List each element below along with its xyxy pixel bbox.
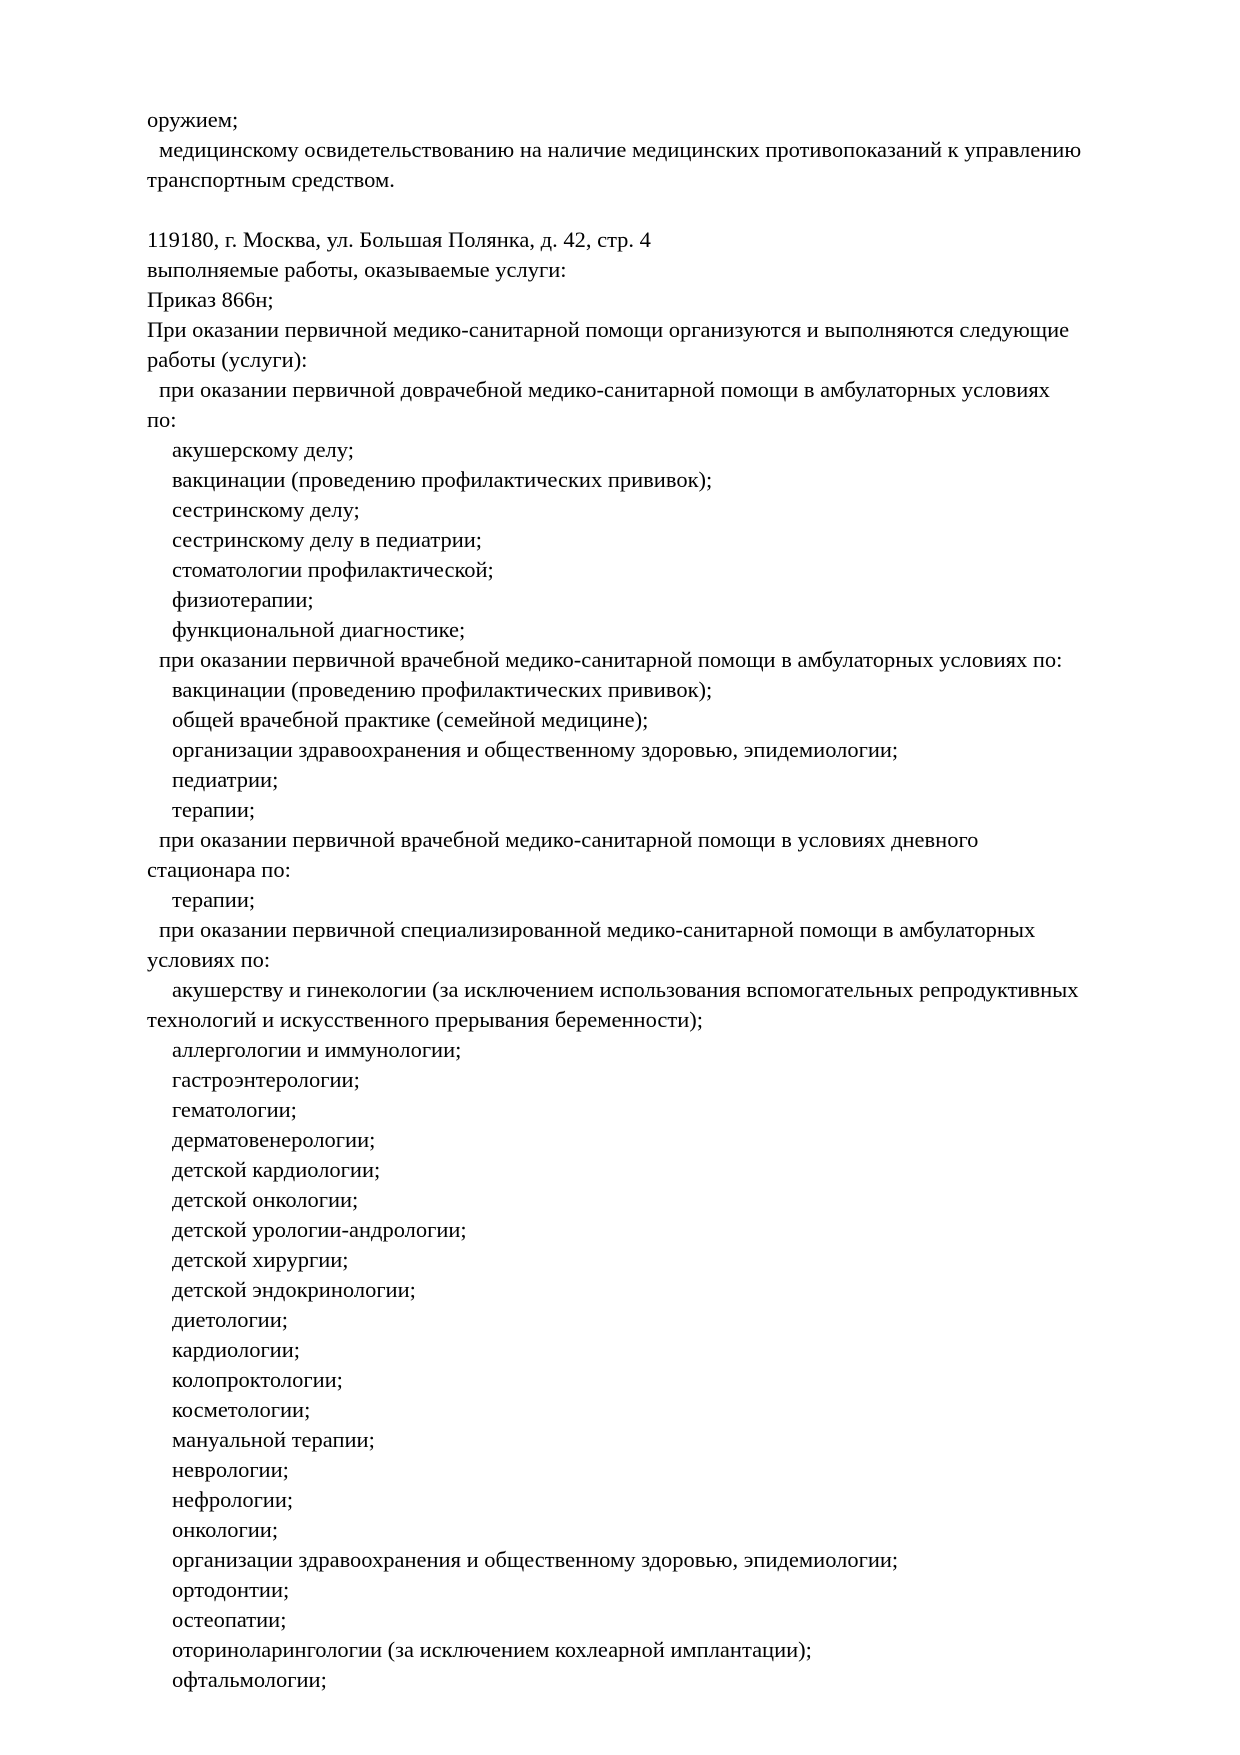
document-line: 119180, г. Москва, ул. Большая Полянка, д. 42, стр. 4 — [147, 227, 651, 252]
document-line: мануальной терапии; — [172, 1427, 375, 1452]
document-page — [147, 105, 1177, 1695]
document-line: кардиологии; — [172, 1337, 301, 1362]
document-line: оториноларингологии (за исключением кохлеарной имплантации); — [172, 1637, 812, 1662]
document-line: онкологии; — [172, 1517, 279, 1542]
document-line: косметологии; — [172, 1397, 311, 1422]
document-line: ортодонтии; — [172, 1577, 290, 1602]
document-line: детской урологии-андрологии; — [172, 1217, 467, 1242]
document-line: общей врачебной практике (семейной медицине); — [172, 707, 649, 732]
document-line: терапии; — [172, 797, 256, 822]
document-line: аллергологии и иммунологии; — [172, 1037, 462, 1062]
document-line: детской кардиологии; — [172, 1157, 381, 1182]
document-line: транспортным средством. — [147, 167, 395, 192]
document-line: дерматовенерологии; — [172, 1127, 376, 1152]
document-line: вакцинации (проведению профилактических прививок); — [172, 467, 713, 492]
document-line: гематологии; — [172, 1097, 297, 1122]
document-line: акушерскому делу; — [172, 437, 354, 462]
document-line: при оказании первичной специализированной медико-санитарной помощи в амбулаторных — [159, 917, 1036, 942]
document-line: технологий и искусственного прерывания беременности); — [147, 1007, 704, 1032]
document-line: сестринскому делу; — [172, 497, 360, 522]
document-line: при оказании первичной врачебной медико-санитарной помощи в амбулаторных условиях по: — [159, 647, 1063, 672]
document-line: детской эндокринологии; — [172, 1277, 416, 1302]
document-line: при оказании первичной доврачебной медико-санитарной помощи в амбулаторных условиях — [159, 377, 1050, 402]
document-line: Приказ 866н; — [147, 287, 274, 312]
document-line: остеопатии; — [172, 1607, 287, 1632]
document-line: нефрологии; — [172, 1487, 294, 1512]
document-line: вакцинации (проведению профилактических прививок); — [172, 677, 713, 702]
document-line: медицинскому освидетельствованию на наличие медицинских противопоказаний к управлению — [159, 137, 1082, 162]
document-line: терапии; — [172, 887, 256, 912]
document-line: диетологии; — [172, 1307, 289, 1332]
document-line: детской хирургии; — [172, 1247, 349, 1272]
document-line: организации здравоохранения и общественному здоровью, эпидемиологии; — [172, 737, 899, 762]
document-body — [147, 105, 1177, 1695]
document-line: детской онкологии; — [172, 1187, 359, 1212]
document-line: условиях по: — [147, 947, 271, 972]
document-line: При оказании первичной медико-санитарной помощи организуются и выполняются следующие — [147, 317, 1070, 342]
document-line: по: — [147, 407, 177, 432]
document-line: стационара по: — [147, 857, 291, 882]
document-line: выполняемые работы, оказываемые услуги: — [147, 257, 567, 282]
document-line: педиатрии; — [172, 767, 279, 792]
document-line: оружием; — [147, 107, 239, 132]
blank-line — [147, 195, 1177, 225]
document-line: неврологии; — [172, 1457, 289, 1482]
document-line: стоматологии профилактической; — [172, 557, 494, 582]
document-line: офтальмологии; — [172, 1667, 327, 1692]
document-line: физиотерапии; — [172, 587, 314, 612]
document-line: сестринскому делу в педиатрии; — [172, 527, 483, 552]
document-line: работы (услуги): — [147, 347, 308, 372]
document-line: акушерству и гинекологии (за исключением использования вспомогательных репродуктивных — [172, 977, 1079, 1002]
document-line: при оказании первичной врачебной медико-санитарной помощи в условиях дневного — [159, 827, 979, 852]
document-line: колопроктологии; — [172, 1367, 343, 1392]
document-line: гастроэнтерологии; — [172, 1067, 360, 1092]
document-line: функциональной диагностике; — [172, 617, 466, 642]
document-line: организации здравоохранения и общественному здоровью, эпидемиологии; — [172, 1547, 899, 1572]
